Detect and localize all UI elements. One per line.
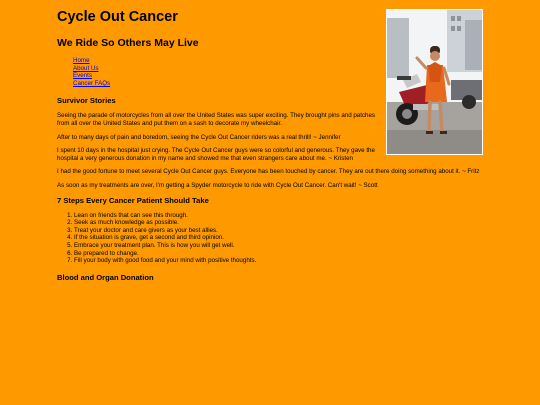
story-paragraph: After to many days of pain and boredom, seeing the Cycle Out Cancer riders was a real thrill! ~ Jennifer <box>57 133 341 141</box>
story-paragraph: I had the good fortune to meet several Cycle Out Cancer guys. Everyone has been touched by cancer. They are out there doing something about it. ~ Fritz <box>57 168 480 176</box>
steps-list <box>57 212 487 265</box>
step-item: 2. Seek as much knowledge as possible. <box>74 219 487 227</box>
survivor-stories-heading: Survivor Stories <box>57 96 116 106</box>
nav-link-about-us[interactable]: About Us <box>73 64 99 72</box>
motorcycle-rider-photo <box>386 9 483 155</box>
blood-organ-donation-heading: Blood and Organ Donation <box>57 272 154 282</box>
site-title: Cycle Out Cancer <box>57 9 178 25</box>
steps-heading: 7 Steps Every Cancer Patient Should Take <box>57 195 209 205</box>
story-paragraph: I spent 10 days in the hospital just crying. The Cycle Out Cancer guys were so colorful and generous. They gave the hospital a very generous donation in my name and showed me that even strangers care about me. ~ Kristen <box>57 147 375 162</box>
nav-link-events[interactable]: Events <box>73 72 92 80</box>
step-item: 5. Embrace your treatment plan. This is how you will get well. <box>74 242 487 250</box>
story-paragraph: As soon as my treatments are over, I'm getting a Spyder motorcycle to ride with Cycle Out Cancer. Can't wait! ~ Scott <box>57 181 378 189</box>
step-item: 6. Be prepared to change. <box>74 250 487 258</box>
step-item: 7. Fill your body with good food and your mind with positive thoughts. <box>74 257 487 265</box>
nav-link-home[interactable]: Home <box>73 57 90 64</box>
nav-link-cancer-faqs[interactable]: Cancer FAQs <box>73 79 111 87</box>
step-item: 1. Lean on friends that can see this through. <box>74 212 487 220</box>
step-item: 3. Treat your doctor and care givers as your best allies. <box>74 227 487 235</box>
step-item: 4. If the situation is grave, get a second and third opinion. <box>74 234 487 242</box>
story-paragraph: Seeing the parade of motorcycles from all over the United States was super exciting. They brought pins and patches from all over the United States and put them on a sash to decorate my wheelchair. <box>57 112 376 127</box>
tagline: We Ride So Others May Live <box>57 37 199 49</box>
